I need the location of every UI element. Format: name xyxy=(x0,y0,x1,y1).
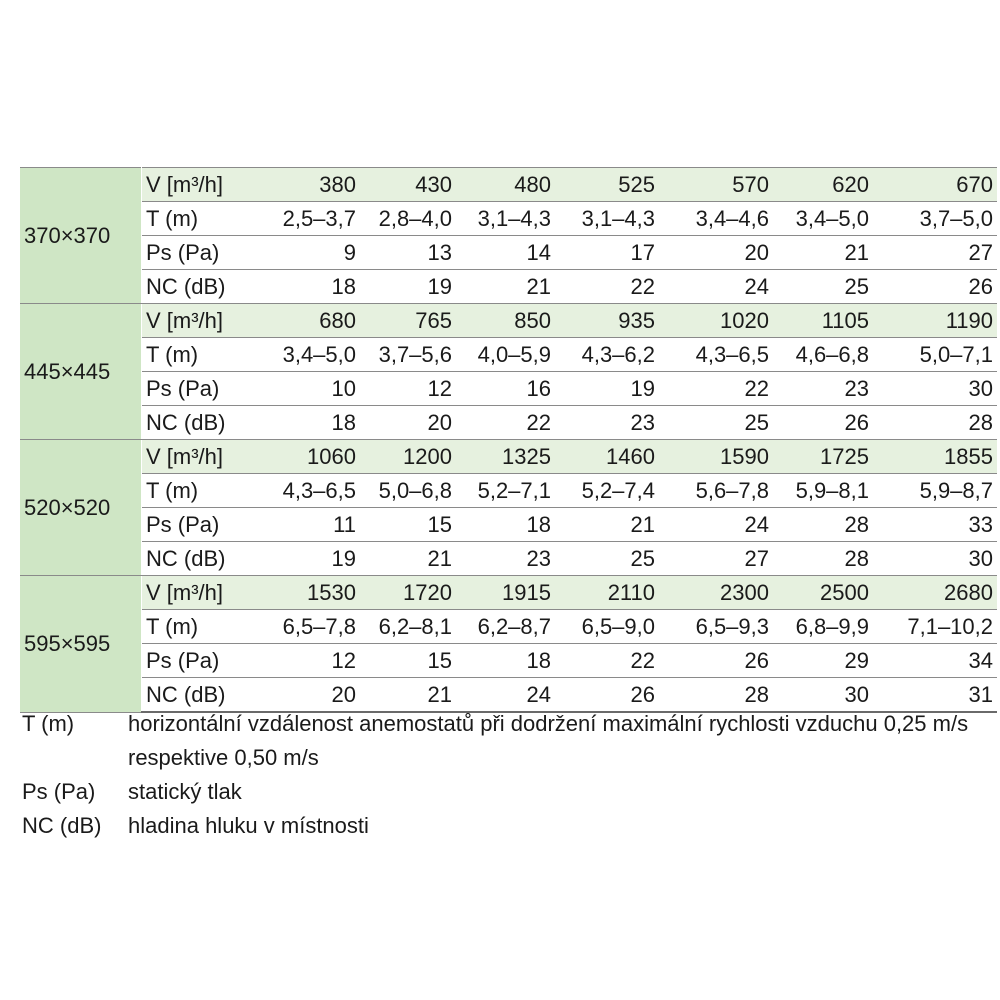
value-cell: 18 xyxy=(456,644,555,678)
parameter-label: V [m³/h] xyxy=(142,304,262,338)
value-cell: 28 xyxy=(659,678,773,713)
legend-term: Ps (Pa) xyxy=(22,779,96,804)
value-cell: 4,3–6,2 xyxy=(555,338,659,372)
value-cell: 23 xyxy=(773,372,873,406)
value-cell: 850 xyxy=(456,304,555,338)
table-row xyxy=(20,168,997,202)
value-cell: 1460 xyxy=(555,440,659,474)
value-cell: 24 xyxy=(456,678,555,713)
value-cell: 2300 xyxy=(659,576,773,610)
value-cell: 1105 xyxy=(773,304,873,338)
value-cell: 5,9–8,1 xyxy=(773,474,873,508)
value-cell: 1725 xyxy=(773,440,873,474)
table-row xyxy=(20,236,997,270)
parameter-label: NC (dB) xyxy=(142,406,262,440)
value-cell: 6,5–9,0 xyxy=(555,610,659,644)
value-cell: 3,4–5,0 xyxy=(261,338,360,372)
value-cell: 2680 xyxy=(873,576,997,610)
value-cell: 680 xyxy=(261,304,360,338)
size-label: 595×595 xyxy=(20,576,142,713)
value-cell: 30 xyxy=(873,542,997,576)
value-cell: 26 xyxy=(659,644,773,678)
value-cell: 1325 xyxy=(456,440,555,474)
value-cell: 1200 xyxy=(360,440,456,474)
table-row xyxy=(20,372,997,406)
value-cell: 25 xyxy=(659,406,773,440)
value-cell: 4,0–5,9 xyxy=(456,338,555,372)
value-cell: 3,1–4,3 xyxy=(555,202,659,236)
legend-definition: horizontální vzdálenost anemostatů při dodržení maximální rychlosti vzduchu 0,25 m/s respektive 0,50 m/s xyxy=(128,711,969,770)
value-cell: 22 xyxy=(555,270,659,304)
value-cell: 765 xyxy=(360,304,456,338)
value-cell: 5,0–6,8 xyxy=(360,474,456,508)
parameter-label: Ps (Pa) xyxy=(142,644,262,678)
value-cell: 935 xyxy=(555,304,659,338)
value-cell: 3,7–5,6 xyxy=(360,338,456,372)
value-cell: 20 xyxy=(261,678,360,713)
size-label: 370×370 xyxy=(20,168,142,304)
value-cell: 20 xyxy=(360,406,456,440)
value-cell: 6,2–8,1 xyxy=(360,610,456,644)
value-cell: 3,1–4,3 xyxy=(456,202,555,236)
value-cell: 16 xyxy=(456,372,555,406)
parameter-label: T (m) xyxy=(142,338,262,372)
parameter-label: Ps (Pa) xyxy=(142,372,262,406)
value-cell: 2,8–4,0 xyxy=(360,202,456,236)
legend-definition: statický tlak xyxy=(128,779,242,804)
size-label: 445×445 xyxy=(20,304,142,440)
value-cell: 23 xyxy=(555,406,659,440)
value-cell: 5,0–7,1 xyxy=(873,338,997,372)
value-cell: 5,9–8,7 xyxy=(873,474,997,508)
table-row xyxy=(20,610,997,644)
value-cell: 21 xyxy=(555,508,659,542)
value-cell: 22 xyxy=(555,644,659,678)
value-cell: 25 xyxy=(555,542,659,576)
value-cell: 26 xyxy=(873,270,997,304)
value-cell: 2,5–3,7 xyxy=(261,202,360,236)
value-cell: 6,5–9,3 xyxy=(659,610,773,644)
table-row xyxy=(20,576,997,610)
legend-item xyxy=(22,775,982,809)
value-cell: 1855 xyxy=(873,440,997,474)
parameter-label: Ps (Pa) xyxy=(142,508,262,542)
value-cell: 9 xyxy=(261,236,360,270)
value-cell: 23 xyxy=(456,542,555,576)
table-row xyxy=(20,440,997,474)
value-cell: 29 xyxy=(773,644,873,678)
value-cell: 15 xyxy=(360,644,456,678)
value-cell: 28 xyxy=(773,542,873,576)
table-row xyxy=(20,202,997,236)
value-cell: 27 xyxy=(659,542,773,576)
value-cell: 12 xyxy=(261,644,360,678)
value-cell: 24 xyxy=(659,270,773,304)
value-cell: 18 xyxy=(456,508,555,542)
value-cell: 1590 xyxy=(659,440,773,474)
value-cell: 7,1–10,2 xyxy=(873,610,997,644)
value-cell: 12 xyxy=(360,372,456,406)
value-cell: 4,3–6,5 xyxy=(261,474,360,508)
value-cell: 26 xyxy=(555,678,659,713)
parameter-label: Ps (Pa) xyxy=(142,236,262,270)
table-row xyxy=(20,542,997,576)
value-cell: 430 xyxy=(360,168,456,202)
value-cell: 380 xyxy=(261,168,360,202)
value-cell: 21 xyxy=(360,678,456,713)
table-row xyxy=(20,644,997,678)
table-row xyxy=(20,406,997,440)
value-cell: 21 xyxy=(456,270,555,304)
legend-definition: hladina hluku v místnosti xyxy=(128,813,369,838)
value-cell: 22 xyxy=(456,406,555,440)
value-cell: 1530 xyxy=(261,576,360,610)
value-cell: 27 xyxy=(873,236,997,270)
parameter-label: V [m³/h] xyxy=(142,168,262,202)
legend xyxy=(22,707,982,843)
value-cell: 570 xyxy=(659,168,773,202)
value-cell: 6,5–7,8 xyxy=(261,610,360,644)
value-cell: 19 xyxy=(555,372,659,406)
value-cell: 20 xyxy=(659,236,773,270)
value-cell: 6,8–9,9 xyxy=(773,610,873,644)
value-cell: 17 xyxy=(555,236,659,270)
value-cell: 1915 xyxy=(456,576,555,610)
value-cell: 19 xyxy=(261,542,360,576)
value-cell: 525 xyxy=(555,168,659,202)
parameter-label: NC (dB) xyxy=(142,542,262,576)
value-cell: 10 xyxy=(261,372,360,406)
parameter-label: NC (dB) xyxy=(142,678,262,713)
value-cell: 15 xyxy=(360,508,456,542)
parameter-label: NC (dB) xyxy=(142,270,262,304)
value-cell: 670 xyxy=(873,168,997,202)
value-cell: 5,2–7,4 xyxy=(555,474,659,508)
value-cell: 14 xyxy=(456,236,555,270)
value-cell: 24 xyxy=(659,508,773,542)
table-row xyxy=(20,304,997,338)
legend-term: T (m) xyxy=(22,711,75,736)
value-cell: 1190 xyxy=(873,304,997,338)
legend-item xyxy=(22,809,982,843)
value-cell: 33 xyxy=(873,508,997,542)
value-cell: 22 xyxy=(659,372,773,406)
parameter-label: T (m) xyxy=(142,202,262,236)
value-cell: 28 xyxy=(773,508,873,542)
value-cell: 30 xyxy=(773,678,873,713)
table-row xyxy=(20,270,997,304)
value-cell: 26 xyxy=(773,406,873,440)
value-cell: 11 xyxy=(261,508,360,542)
value-cell: 3,4–4,6 xyxy=(659,202,773,236)
value-cell: 19 xyxy=(360,270,456,304)
value-cell: 25 xyxy=(773,270,873,304)
value-cell: 480 xyxy=(456,168,555,202)
value-cell: 4,6–6,8 xyxy=(773,338,873,372)
value-cell: 5,2–7,1 xyxy=(456,474,555,508)
value-cell: 13 xyxy=(360,236,456,270)
value-cell: 5,6–7,8 xyxy=(659,474,773,508)
value-cell: 31 xyxy=(873,678,997,713)
value-cell: 30 xyxy=(873,372,997,406)
value-cell: 6,2–8,7 xyxy=(456,610,555,644)
value-cell: 18 xyxy=(261,270,360,304)
value-cell: 1720 xyxy=(360,576,456,610)
parameter-label: T (m) xyxy=(142,610,262,644)
table-row xyxy=(20,338,997,372)
value-cell: 1060 xyxy=(261,440,360,474)
value-cell: 28 xyxy=(873,406,997,440)
parameter-label: V [m³/h] xyxy=(142,576,262,610)
value-cell: 34 xyxy=(873,644,997,678)
performance-table xyxy=(20,167,997,713)
value-cell: 2110 xyxy=(555,576,659,610)
value-cell: 4,3–6,5 xyxy=(659,338,773,372)
parameter-label: T (m) xyxy=(142,474,262,508)
size-label: 520×520 xyxy=(20,440,142,576)
table-row xyxy=(20,474,997,508)
value-cell: 3,4–5,0 xyxy=(773,202,873,236)
value-cell: 21 xyxy=(360,542,456,576)
parameter-label: V [m³/h] xyxy=(142,440,262,474)
value-cell: 1020 xyxy=(659,304,773,338)
value-cell: 21 xyxy=(773,236,873,270)
value-cell: 620 xyxy=(773,168,873,202)
table-row xyxy=(20,508,997,542)
legend-item xyxy=(22,707,982,775)
value-cell: 2500 xyxy=(773,576,873,610)
value-cell: 18 xyxy=(261,406,360,440)
value-cell: 3,7–5,0 xyxy=(873,202,997,236)
legend-term: NC (dB) xyxy=(22,813,102,838)
